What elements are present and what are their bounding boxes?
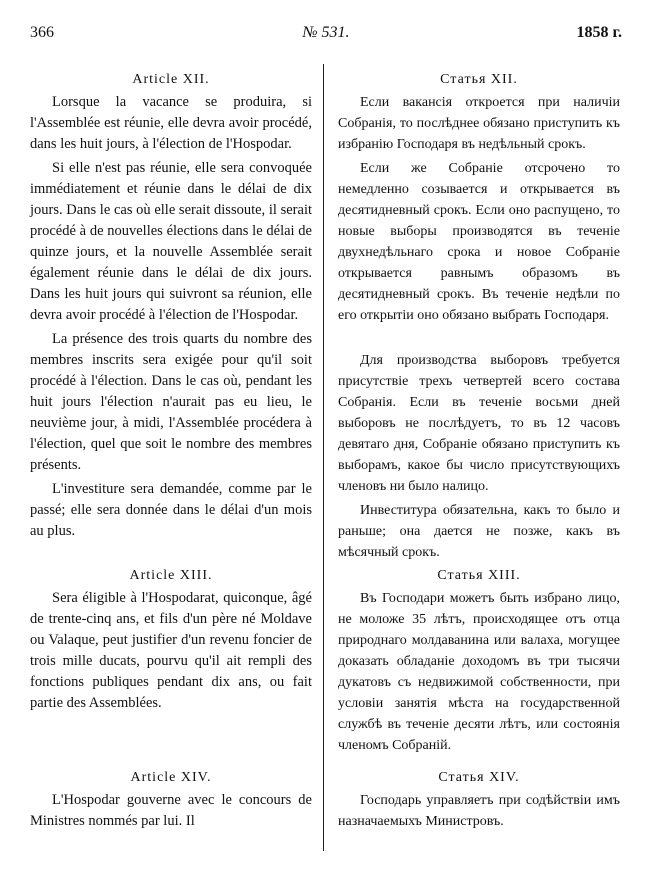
article-title: Статья XIII.: [437, 568, 521, 583]
paragraph: Инвеститура обязательна, какъ то было и раньше; она дается не позже, какъ въ мѣсячный срокъ.: [338, 503, 620, 560]
document-number: № 531.: [302, 24, 350, 41]
russian-article-13: [338, 568, 620, 759]
paragraph: Lorsque la vacance se produira, si l'Assemblée est réunie, elle devra avoir procédé, dans les huit jours, à l'élection de l'Hospodar.: [30, 94, 312, 152]
article-title: Article XII.: [132, 72, 210, 87]
russian-article-14: [338, 770, 620, 835]
paragraph: Въ Господари можетъ быть избрано лицо, не моложе 35 лѣтъ, происходящее отъ отца природнаго молдаванина или валаха, могущее доказать обладаніе доходомъ въ три тысячи дукатовъ съ недвижимой собственности, при условіи занятія мѣста на государственной службѣ въ теченіе десяти лѣтъ, или состоянія членомъ Собраній.: [338, 591, 620, 753]
column-divider: [323, 64, 324, 851]
paragraph: Для производства выборовъ требуется присутствіе трехъ четвертей всего состава Собранія. Если въ теченіе восьми дней выборовъ не послѣдуетъ, то въ 12 часовъ девятаго дня, Собраніе обязано приступить къ выборамъ, какое бы число присутствующихъ членовъ ни было налицо.: [338, 353, 620, 494]
french-article-13: [30, 568, 312, 717]
page-header: [30, 24, 622, 46]
article-title: Статья XIV.: [438, 770, 520, 785]
paragraph: L'Hospodar gouverne avec le concours de Ministres nommés par lui. Il: [30, 792, 312, 829]
article-title: Статья XII.: [440, 72, 518, 87]
article-title: Article XIII.: [129, 568, 213, 583]
page-number: 366: [30, 24, 54, 41]
french-article-12: [30, 72, 312, 545]
paragraph: Если вакансія откроется при наличіи Собранія, то послѣднее обязано приступить къ избранію Господаря въ недѣльный срокъ.: [338, 95, 620, 152]
document-year: 1858 г.: [576, 24, 622, 41]
paragraph: Si elle n'est pas réunie, elle sera convoquée immédiatement et réunie dans le délai de dix jours. Dans le cas où elle serait dissoute, il serait procédé à de nouvelles élections dans le délai de quinze jours, et la nouvelle Assemblée serait également réunie dans le délai de dix jours. Dans les huit jours qui suivront sa réunion, elle devra avoir procédé à l'élection de l'Hospodar.: [30, 160, 312, 323]
paragraph: Если же Собраніе отсрочено то немедленно созывается и открывается въ десятидневный срокъ. Если оно распущено, то новые выборы производятся въ теченіе двухнедѣльнаго срока и новое Собраніе открывается равнымъ образомъ въ десятидневный срокъ. Въ теченіе недѣли по его открытіи оно обязано выбрать Господаря.: [338, 161, 620, 323]
text-columns: [30, 64, 622, 851]
paragraph: L'investiture sera demandée, comme par le passé; elle sera donnée dans le délai d'un mois au plus.: [30, 481, 312, 539]
russian-article-12: [338, 72, 620, 566]
french-article-14: [30, 770, 312, 835]
paragraph: La présence des trois quarts du nombre des membres inscrits sera exigée pour qu'il soit procédé à l'élection. Dans le cas où, pendant les huit jours l'élection n'aurait pas eu lieu, le neuvième jour, à midi, l'Assemblée procédera à l'élection, quel que soit le nombre des membres présents.: [30, 331, 312, 473]
paragraph: Господарь управляетъ при содѣйствіи имъ назначаемыхъ Министровъ.: [338, 793, 620, 829]
paragraph: Sera éligible à l'Hospodarat, quiconque, âgé de trente-cinq ans, et fils d'un père né Moldave ou Valaque, peut justifier d'un revenu foncier de trois mille ducats, pourvu qu'il ait rempli des fonctions publiques pendant dix ans, ou fait partie des Assemblées.: [30, 590, 312, 711]
article-title: Article XIV.: [130, 770, 212, 785]
